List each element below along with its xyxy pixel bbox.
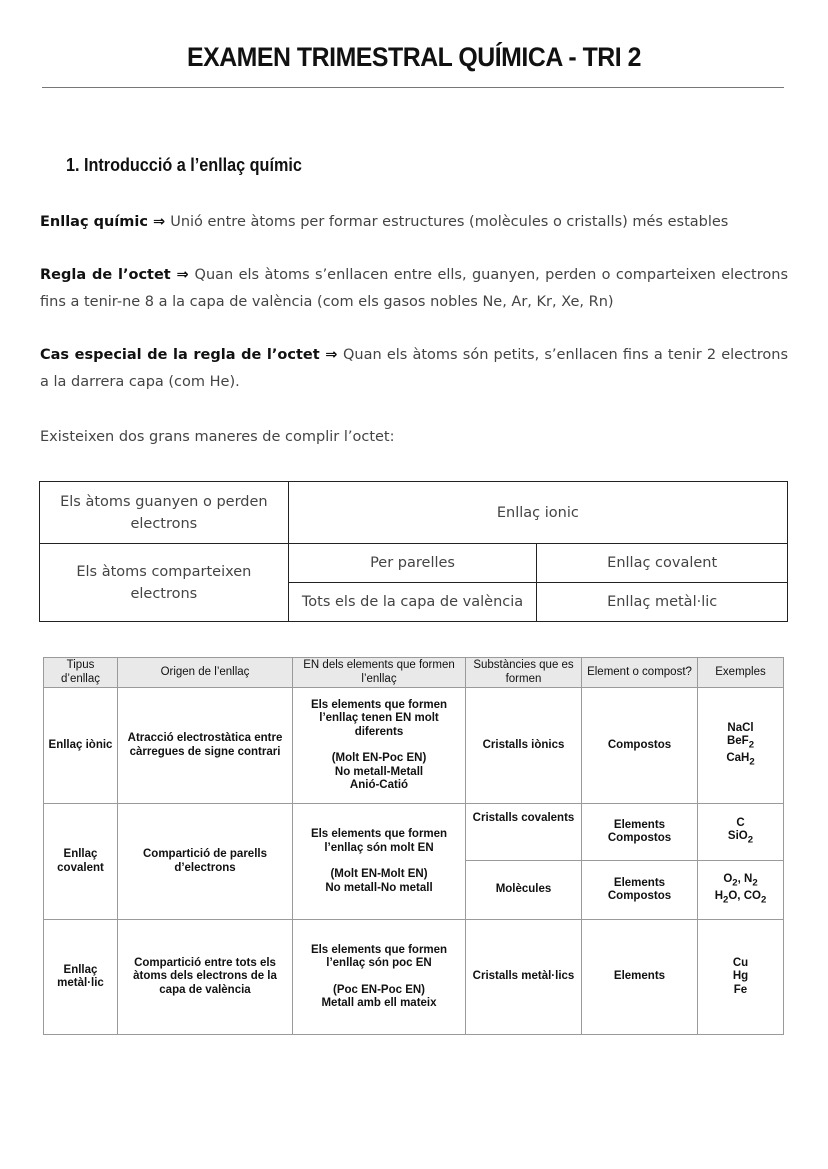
cell-all-valence: Tots els de la capa de valència [288,583,537,622]
origin-ionic: Atracció electrostàtica entre càrregues de signe contrari [118,688,293,804]
kind-ionic: Compostos [582,688,698,804]
en-line: No metall-No metall [325,881,433,894]
type-covalent: Enllaç covalent [44,804,118,920]
substances-molecules: Molècules [466,861,582,920]
cell-metallic-bond: Enllaç metàl·lic [537,583,788,622]
en-line: Anió-Catió [349,779,409,791]
paragraph-octet-rule [40,262,788,316]
definition: Quan els àtoms són petits, s’enllacen fins a tenir 2 electrons a la darrera capa (com He). [40,347,789,390]
substances-metallic: Cristalls metàl·lics [466,920,582,1035]
table-header-row [44,658,784,688]
cell-share: Els àtoms comparteixen electrons [40,544,289,622]
examples-ionic [698,688,784,804]
en-ionic [293,688,466,804]
example: BeF$_2$ [726,735,755,751]
paragraph-intro-ways: Existeixen dos grans maneres de complir l’octet: [40,429,395,445]
header-examples: Exemples [698,658,784,688]
header-type: Tipus d’enllaç [44,658,118,688]
origin-metallic: Compartició entre tots els àtoms dels electrons de la capa de valència [118,920,293,1035]
paragraph-chemical-bond [40,209,788,236]
kind-covalent-crystals: Elements Compostos [582,804,698,861]
en-covalent [293,804,466,920]
page-title: EXAMEN TRIMESTRAL QUÍMICA - TRI 2 [186,42,642,72]
cell-gain-lose: Els àtoms guanyen o perden electrons [40,482,289,544]
kind-metallic: Elements [582,920,698,1035]
examples-molecules: $O_2$, $N_2$ $H_2O$, $CO_2$ [698,861,784,920]
en-line: No metall-Metall [334,765,424,778]
en-metallic [293,920,466,1035]
header-substances: Substàncies que es formen [466,658,582,688]
en-line: (Poc EN-Poc EN) [332,983,425,996]
en-line: Els elements que formen l’enllaç tenen EN molt diferents [310,698,448,738]
example: CaH$_2$ [726,752,755,768]
term: Regla de l’octet [40,267,171,283]
table-row-ionic [44,688,784,804]
title-divider [42,87,784,88]
type-ionic: Enllaç iònic [44,688,118,804]
en-line: Els elements que formen l’enllaç són poc EN [310,943,448,969]
term: Enllaç químic [40,214,148,230]
header-origin: Origen de l’enllaç [118,658,293,688]
header-en: EN dels elements que formen l’enllaç [293,658,466,688]
substances-covalent-crystals: Cristalls covalents [466,804,582,861]
origin-covalent: Compartició de parells d’electrons [118,804,293,920]
examples-metallic: Cu Hg Fe [698,920,784,1035]
en-line: (Molt EN-Molt EN) [330,868,428,880]
kind-molecules: Elements Compostos [582,861,698,920]
header-element-compound: Element o compost? [582,658,698,688]
arrow: ⇒ [319,347,343,363]
type-metallic: Enllaç metàl·lic [44,920,118,1035]
en-line: Metall amb ell mateix [321,997,437,1009]
definition: Quan els àtoms s’enllacen entre ells, guanyen, perden o comparteixen electrons fins a tenir-ne 8 a la capa de valència (com els gasos nobles Ne, Ar, Kr, Xe, Rn) [40,267,788,310]
substances-ionic: Cristalls iònics [466,688,582,804]
table-row-covalent [44,804,784,861]
example: NaCl [727,721,754,734]
definition: Unió entre àtoms per formar estructures (molècules o cristalls) més estables [170,214,729,230]
arrow: ⇒ [170,267,195,283]
en-line: Els elements que formen l’enllaç són molt EN [310,828,448,854]
examples-covalent-crystals: C SiO$_2$ [698,804,784,861]
arrow: ⇒ [147,214,171,230]
cell-covalent-bond: Enllaç covalent [537,544,788,583]
bond-types-table [43,657,784,1035]
term: Cas especial de la regla de l’octet [40,347,320,363]
octet-ways-table [39,481,788,622]
cell-ionic-bond: Enllaç ionic [288,482,787,544]
paragraph-octet-special-case [40,342,788,396]
cell-pairs: Per parelles [288,544,537,583]
table-row-metallic [44,920,784,1035]
section-heading: 1. Introducció a l’enllaç químic [66,155,302,175]
en-line: (Molt EN-Poc EN) [331,752,427,764]
